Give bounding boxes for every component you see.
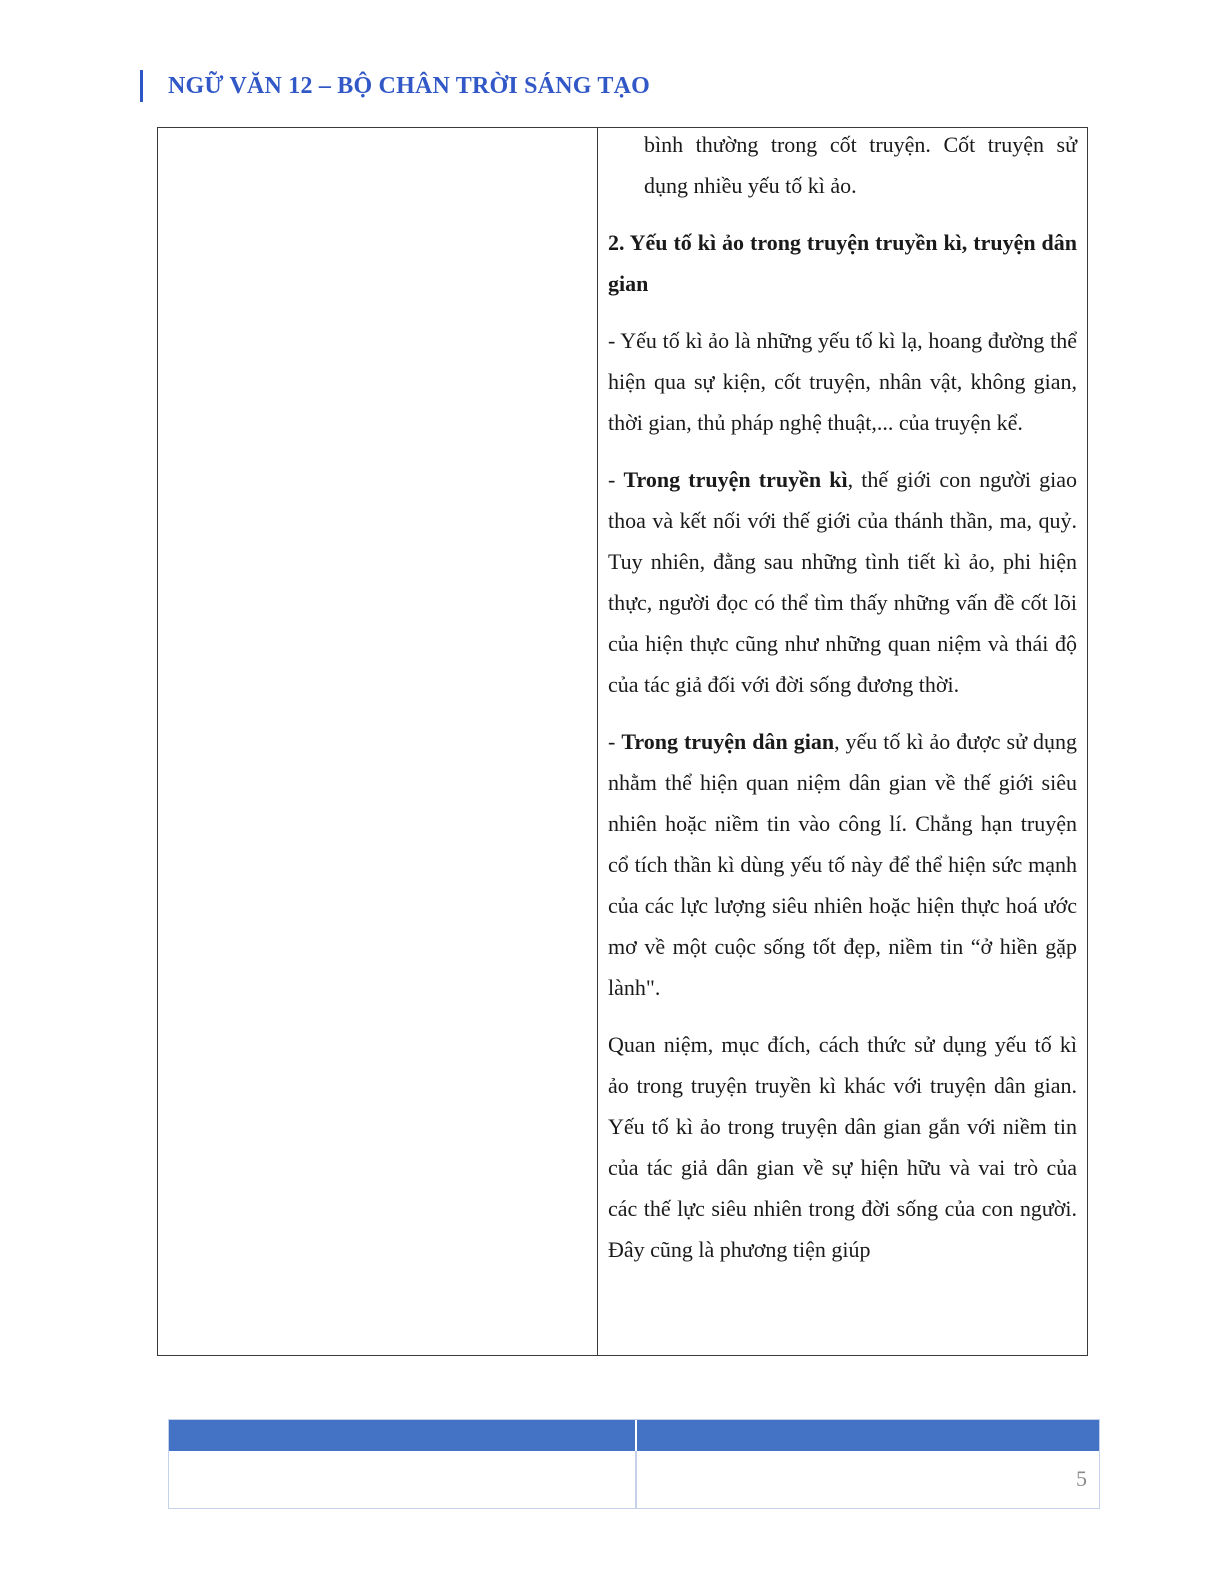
paragraph-body: , yếu tố kì ảo được sử dụng nhằm thể hiện quan niệm dân gian về thế giới siêu nhiên hoặc niềm tin vào công lí. Chẳng hạn truyện cổ tích thần kì dùng yếu tố này để thể hiện sức mạnh của các lực lượng siêu nhiên hoặc hiện thực hoá ước mơ về một cuộc sống tốt đẹp, niềm tin “ở hiền gặp lành". <box>608 729 1078 1000</box>
footer-header-row <box>169 1420 1099 1451</box>
page-header-title: NGỮ VĂN 12 – BỘ CHÂN TRỜI SÁNG TẠO <box>168 73 650 99</box>
paragraph-comparison: Quan niệm, mục đích, cách thức sử dụng yếu tố kì ảo trong truyện truyền kì khác với truyện dân gian. Yếu tố kì ảo trong truyện dân gian gắn với niềm tin của tác giả dân gian về sự hiện hữu và vai trò của các thế lực siêu nhiên trong đời sống của con người. Đây cũng là phương tiện giúp <box>608 1032 1077 1262</box>
header-accent-bar <box>140 70 143 102</box>
paragraph-truyen-ki <box>608 459 1077 705</box>
table-right-column <box>608 128 1077 1355</box>
paragraph-definition: - Yếu tố kì ảo là những yếu tố kì lạ, hoang đường thể hiện qua sự kiện, cốt truyện, nhân vật, không gian, thời gian, thủ pháp nghệ thuật,... của truyện kể. <box>608 328 1077 435</box>
content-table <box>157 127 1088 1356</box>
footer-header-divider <box>635 1420 637 1451</box>
paragraph-dan-gian <box>608 721 1077 1008</box>
bullet-prefix: - <box>608 729 622 754</box>
footer-table <box>168 1419 1100 1509</box>
bullet-prefix: - <box>608 467 624 492</box>
bold-term: Trong truyện truyền kì <box>623 467 848 492</box>
page-number: 5 <box>1076 1466 1087 1491</box>
bold-term: Trong truyện dân gian <box>621 729 835 754</box>
section-heading: 2. Yếu tố kì ảo trong truyện truyền kì, truyện dân gian <box>608 230 1077 296</box>
continuation-text: bình thường trong cốt truyện. Cốt truyện sử dụng nhiều yếu tố kì ảo. <box>644 132 1077 198</box>
table-left-column <box>158 128 598 1355</box>
paragraph-body: , thế giới con người giao thoa và kết nối với thế giới của thánh thần, ma, quỷ. Tuy nhiên, đằng sau những tình tiết kì ảo, phi hiện thực, người đọc có thể tìm thấy những vấn đề cốt lõi của hiện thực cũng như những quan niệm và thái độ của tác giả đối với đời sống đương thời. <box>608 467 1078 697</box>
